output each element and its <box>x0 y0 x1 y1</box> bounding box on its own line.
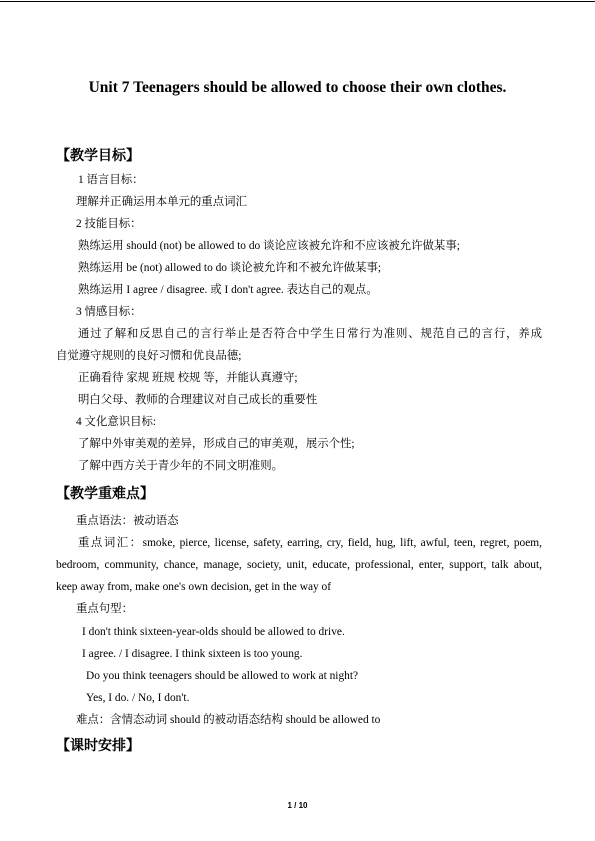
objective-line: 理解并正确运用本单元的重点词汇 <box>76 196 247 208</box>
objective-line: 3 情感目标： <box>76 306 142 318</box>
objective-line: 了解中西方关于青少年的不同文明准则。 <box>78 460 284 472</box>
page-number: 1 / 10 <box>287 801 308 810</box>
section-heading-key-points: 【教学重难点】 <box>56 487 154 502</box>
key-vocab-line: 重点词汇：smoke, pierce, license, safety, earring, cry, field, hug, lift, awful, teen, regret, poem, <box>78 537 542 549</box>
objective-line: 2 技能目标： <box>76 218 142 230</box>
objective-line: 正确看待 家规 班规 校规 等，并能认真遵守; <box>78 372 298 384</box>
top-rule <box>0 1 595 2</box>
objective-line: 明白父母、教师的合理建议对自己成长的重要性 <box>78 394 318 406</box>
objective-line: 熟练运用 be (not) allowed to do 谈论被允许和不被允许做某事; <box>78 262 382 274</box>
key-sentence: I agree. / I disagree. I think sixteen is too young. <box>82 648 303 660</box>
key-grammar: 重点语法：被动语态 <box>76 515 179 527</box>
objective-line: 通过了解和反思自己的言行举止是否符合中学生日常行为准则、规范自己的言行，养成 <box>78 328 542 340</box>
objective-line: 1 语言目标： <box>78 174 144 186</box>
key-sentence: I don't think sixteen-year-olds should be allowed to drive. <box>82 626 345 638</box>
objective-line: 熟练运用 should (not) be allowed to do 谈论应该被允许和不应该被允许做某事; <box>78 240 460 252</box>
key-difficulty: 难点：含情态动词 should 的被动语态结构 should be allowed to <box>76 714 381 726</box>
key-sentence: Yes, I do. / No, I don't. <box>86 692 190 704</box>
section-heading-objectives: 【教学目标】 <box>56 149 140 164</box>
key-vocab-line: keep away from, make one's own decision, get in the way of <box>56 581 332 593</box>
objective-line: 4 文化意识目标: <box>76 416 157 428</box>
key-sentences-heading: 重点句型： <box>76 603 133 615</box>
objective-line: 熟练运用 I agree / disagree. 或 I don't agree. 表达自己的观点。 <box>78 284 378 296</box>
key-sentence: Do you think teenagers should be allowed to work at night? <box>86 670 359 682</box>
objective-line: 自觉遵守规则的良好习惯和优良品德; <box>56 350 242 362</box>
objective-line: 了解中外审美观的差异，形成自己的审美观，展示个性; <box>78 438 355 450</box>
section-heading-schedule: 【课时安排】 <box>56 739 140 754</box>
document-title: Unit 7 Teenagers should be allowed to choose their own clothes. <box>88 79 507 96</box>
key-vocab-line: bedroom, community, chance, manage, society, unit, educate, professional, enter, support, talk about, <box>56 559 542 571</box>
